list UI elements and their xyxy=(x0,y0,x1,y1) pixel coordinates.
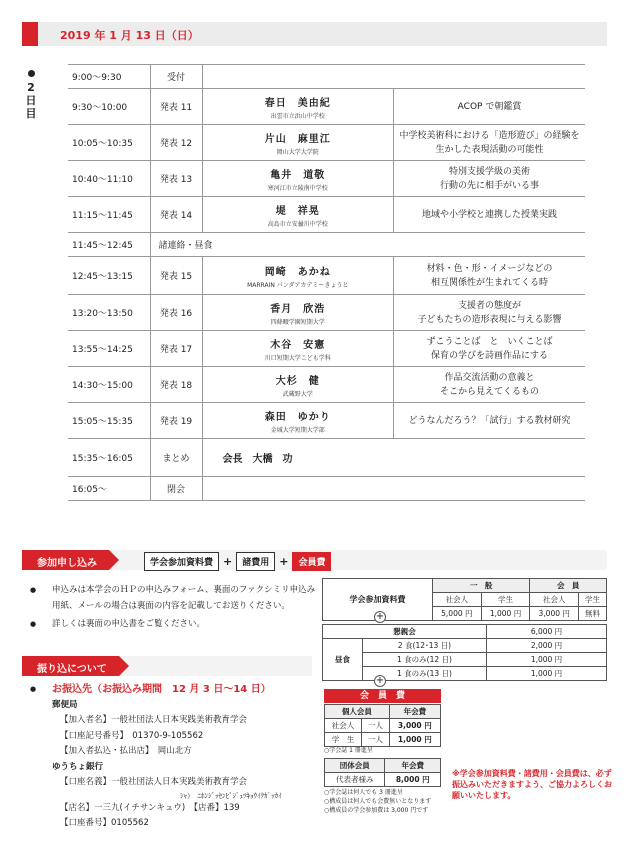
title-cell: 中学校美術科における「造形遊び」の経験を 生かした表現活動の可能性 xyxy=(394,125,586,161)
payment-row: 【口座記号番号】 01370-9-105562 xyxy=(60,730,204,741)
closing-cell: 会長 大橋 功 xyxy=(202,439,585,477)
fee-col-header: 学生 xyxy=(481,593,530,607)
day-label-char: 日 xyxy=(25,94,37,107)
time-cell: 13:20～13:50 xyxy=(68,295,150,331)
payment-row: 【口座名義】一般社団法人日本実践美術教育学会 xyxy=(60,777,248,787)
presenter-cell xyxy=(202,257,394,295)
presenter-affiliation: 四條畷学園短期大学 xyxy=(270,318,325,326)
time-cell: 10:05～10:35 xyxy=(68,125,150,161)
presenter-affiliation: 出雲市立浜山中学校 xyxy=(270,112,325,120)
time-cell: 12:45～13:15 xyxy=(68,257,150,295)
fee-value: 3,000 円 xyxy=(389,719,440,733)
fee-value: 6,000 円 xyxy=(487,625,607,639)
session-cell: 発表 18 xyxy=(150,367,202,403)
time-cell: 10:40～11:10 xyxy=(68,161,150,197)
fee-tag: 諸費用 xyxy=(236,552,275,571)
fee-value: 1,000 円 xyxy=(389,733,440,747)
schedule-row xyxy=(68,233,585,257)
plus-icon: + xyxy=(223,555,233,568)
presenter-affiliation: 金城大学短期大学部 xyxy=(270,426,325,434)
application-notes xyxy=(30,582,320,634)
plus-icon: + xyxy=(279,555,289,568)
membership-title: 会 員 費 xyxy=(324,689,441,703)
schedule-row xyxy=(68,161,585,197)
session-cell: 発表 11 xyxy=(150,89,202,125)
presenter-cell xyxy=(202,331,394,367)
schedule-row xyxy=(68,257,585,295)
presenter-affiliation: 岡山大学大学院 xyxy=(276,148,319,156)
fee-value: 1,000 円 xyxy=(487,653,607,667)
title-cell: 作品交流活動の意義と そこから見えてくるもの xyxy=(394,367,586,403)
empty-cell xyxy=(202,477,585,501)
membership-note: ○学会誌は何人でも 3 冊進呈 xyxy=(324,789,403,796)
social-lunch-table xyxy=(322,624,607,681)
payment-details xyxy=(30,682,330,832)
fee-col-header: 団体会員 xyxy=(325,759,385,773)
date-bar xyxy=(22,22,607,46)
fee-value: 5,000 円 xyxy=(433,607,482,621)
plus-icon: + xyxy=(375,611,385,622)
fee-tag: 会員費 xyxy=(292,552,331,571)
time-cell: 9:00～9:30 xyxy=(68,65,150,89)
payment-row: 【口座番号】0105562 xyxy=(60,818,149,828)
payment-row: 【店名】一三九(イチサンキュウ) 【店番】139 xyxy=(60,802,240,813)
fee-tags xyxy=(144,552,331,571)
fee-item: 1 食のみ(12 日) xyxy=(363,653,487,667)
schedule-row xyxy=(68,331,585,367)
schedule-row xyxy=(68,403,585,439)
fee-value: 3,000 円 xyxy=(530,607,579,621)
membership-notes xyxy=(324,788,431,815)
presenter-affiliation: 寒河江市立陵南中学校 xyxy=(267,184,328,192)
title-cell: 地域や小学校と連携した授業実践 xyxy=(394,197,586,233)
fee-tag: 学会参加資料費 xyxy=(144,552,219,571)
presenter-affiliation: 高島市立安曇川中学校 xyxy=(267,220,328,228)
fee-value: 8,000 円 xyxy=(385,773,441,787)
yucho-label: ゆうちょ銀行 xyxy=(52,761,104,772)
schedule-row xyxy=(68,295,585,331)
day-label-char: 目 xyxy=(25,107,37,120)
presenter-cell xyxy=(202,161,394,197)
fee-item: 2 食(12･13 日) xyxy=(363,639,487,653)
session-cell: 発表 14 xyxy=(150,197,202,233)
time-cell: 14:30～15:00 xyxy=(68,367,150,403)
fee-col-header: 年会費 xyxy=(389,705,440,719)
time-cell: 16:05～ xyxy=(68,477,150,501)
presenter-name: 春日 美由紀 xyxy=(264,97,331,109)
fee-label: 学会参加資料費 xyxy=(323,579,433,621)
material-fee-table xyxy=(322,578,607,621)
presenter-name: 岡崎 あかね xyxy=(264,266,331,278)
presenter-name: 大杉 健 xyxy=(275,375,320,387)
fee-label: 昼食 xyxy=(323,639,363,681)
break-cell: 諸連絡・昼食 xyxy=(150,233,585,257)
fee-item: 一人 xyxy=(362,719,390,733)
time-cell: 9:30～10:00 xyxy=(68,89,150,125)
schedule-row xyxy=(68,197,585,233)
session-cell: 発表 13 xyxy=(150,161,202,197)
title-cell: 支援者の態度が 子どもたちの造形表現に与える影響 xyxy=(394,295,586,331)
date-bar-accent xyxy=(22,22,38,46)
day-label-char: 2 xyxy=(27,81,35,94)
session-cell: 発表 16 xyxy=(150,295,202,331)
time-cell: 15:35～16:05 xyxy=(68,439,150,477)
plus-icon: + xyxy=(375,675,385,686)
group-member-table xyxy=(324,758,441,787)
payment-warning: ※学会参加資料費・諸費用・会員費は、必ず振込みいただきますよう、ご協力よろしくお願いいたします。 xyxy=(452,769,612,800)
fee-col-header: 社会人 xyxy=(433,593,482,607)
time-cell: 11:15～11:45 xyxy=(68,197,150,233)
session-cell: まとめ xyxy=(150,439,202,477)
payment-row: 【加入者払込・払出店】 岡山北方 xyxy=(60,746,192,756)
title-cell: 材料・色・形・イメージなどの 相互関係性が生まれてくる時 xyxy=(394,257,586,295)
title-cell: ACOP で朝鑑賞 xyxy=(394,89,586,125)
payment-kana: ｼｬ） ﾆﾎﾝｼﾞｯｾﾝﾋﾞｼﾞｭﾂｷｮｳｲｸｶﾞｯｶｲ xyxy=(180,791,282,800)
schedule-row xyxy=(68,367,585,403)
schedule-row xyxy=(68,89,585,125)
fee-col-header: 年会費 xyxy=(385,759,441,773)
session-cell: 発表 17 xyxy=(150,331,202,367)
payment-section-header xyxy=(22,656,312,676)
schedule-row xyxy=(68,477,585,501)
fee-label: 懇親会 xyxy=(323,625,487,639)
empty-cell xyxy=(202,65,585,89)
post-office-label: 郵便局 xyxy=(52,699,78,710)
day-label xyxy=(24,70,38,120)
presenter-affiliation: MARRAIN パンダアカデミーきょうと xyxy=(247,281,349,289)
presenter-name: 森田 ゆかり xyxy=(264,411,331,423)
note-item: ● 申込みは本学会のＨＰの申込みフォーム、裏面のファクシミリ申込み用紙、メールの場合は裏面の内容を記載してお送りください。 xyxy=(30,582,320,614)
session-cell: 発表 19 xyxy=(150,403,202,439)
fee-col-header: 個人会員 xyxy=(325,705,390,719)
time-cell: 15:05～15:35 xyxy=(68,403,150,439)
event-date: 2019 年 1 月 13 日（日） xyxy=(60,29,199,42)
fee-value: 2,000 円 xyxy=(487,639,607,653)
session-cell: 閉会 xyxy=(150,477,202,501)
presenter-affiliation: 武蔵野大学 xyxy=(282,390,313,398)
fee-item: 一人 xyxy=(362,733,390,747)
presenter-name: 堤 祥晃 xyxy=(275,205,320,217)
membership-note: ○構成員の学会参加費は 3,000 円です xyxy=(324,807,429,814)
schedule-table xyxy=(68,64,585,501)
session-cell: 発表 12 xyxy=(150,125,202,161)
schedule-row xyxy=(68,439,585,477)
fee-value: 無料 xyxy=(579,607,607,621)
time-cell: 13:55～14:25 xyxy=(68,331,150,367)
fee-item: 学 生 xyxy=(325,733,362,747)
title-cell: どうなんだろう？「試行」する教材研究 xyxy=(394,403,586,439)
presenter-name: 木谷 安憲 xyxy=(270,339,326,351)
fee-group-header: 会 員 xyxy=(530,579,607,593)
fee-value: 1,000 円 xyxy=(481,607,530,621)
fee-col-header: 社会人 xyxy=(530,593,579,607)
fee-item: 1 食のみ(13 日) xyxy=(363,667,487,681)
fee-item: 代表者様み xyxy=(325,773,385,787)
schedule-row xyxy=(68,125,585,161)
membership-note: ○学会誌 1 冊進呈 xyxy=(324,747,373,754)
presenter-cell xyxy=(202,89,394,125)
presenter-affiliation: 川口短期大学こども学科 xyxy=(264,354,331,362)
session-cell: 受付 xyxy=(150,65,202,89)
presenter-cell xyxy=(202,295,394,331)
session-cell: 発表 15 xyxy=(150,257,202,295)
section-title: 参加申し込み xyxy=(25,550,109,570)
presenter-name: 香月 欣浩 xyxy=(270,303,326,315)
presenter-cell xyxy=(202,125,394,161)
presenter-cell xyxy=(202,403,394,439)
fee-group-header: 一 般 xyxy=(433,579,530,593)
presenter-name: 片山 麻里江 xyxy=(264,133,331,145)
title-cell: 特別支援学級の美術 行動の先に相手がいる事 xyxy=(394,161,586,197)
presenter-cell xyxy=(202,367,394,403)
bullet-icon xyxy=(28,70,35,77)
presenter-cell xyxy=(202,197,394,233)
fee-item: 社会人 xyxy=(325,719,362,733)
payment-head: ● お振込先（お振込み期間 12 月 3 日～14 日） xyxy=(30,682,330,698)
time-cell: 11:45～12:45 xyxy=(68,233,150,257)
title-cell: ずこうことば と いくことば 保育の学びを詩画作品にする xyxy=(394,331,586,367)
payment-row: 【加入者名】一般社団法人日本実践美術教育学会 xyxy=(60,715,248,725)
schedule-row xyxy=(68,65,585,89)
individual-member-table xyxy=(324,704,441,747)
presenter-name: 亀井 道敬 xyxy=(270,169,326,181)
note-item: ● 詳しくは裏面の申込書をご覧ください。 xyxy=(30,616,320,632)
section-title: 振り込について xyxy=(25,656,119,676)
fee-value: 1,000 円 xyxy=(487,667,607,681)
fee-col-header: 学生 xyxy=(579,593,607,607)
membership-note: ○構成員は何人でも会費無いとなります xyxy=(324,798,432,805)
